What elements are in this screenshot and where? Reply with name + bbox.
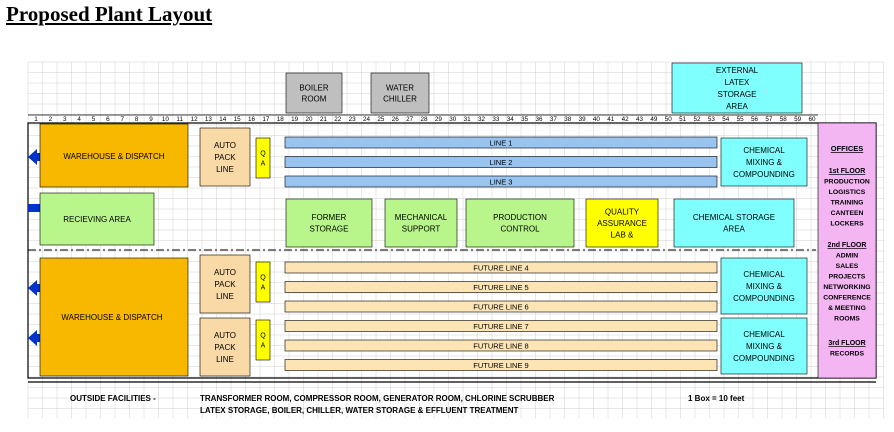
- column-number: 12: [190, 116, 198, 123]
- external-latex-storage-label: EXTERNAL: [715, 65, 759, 75]
- future-line-label: FUTURE LINE 7: [473, 322, 529, 331]
- production-line-label: LINE 3: [489, 177, 513, 187]
- receiving-area-label: RECIEVING AREA: [63, 214, 131, 224]
- column-number: 20: [305, 116, 313, 123]
- column-number: 52: [693, 116, 701, 123]
- water-chiller: [371, 73, 429, 113]
- footer-line: TRANSFORMER ROOM, COMPRESSOR ROOM, GENERATOR ROOM, CHLORINE SCRUBBER: [200, 394, 555, 403]
- column-number: 10: [161, 116, 169, 123]
- column-number: 22: [334, 116, 342, 123]
- auto-pack-label: AUTO: [213, 267, 237, 277]
- qa-label: A: [260, 284, 266, 292]
- column-number: 29: [434, 116, 442, 123]
- column-number: 13: [204, 116, 212, 123]
- office-item: NETWORKING: [823, 284, 871, 291]
- external-latex-storage-label: STORAGE: [717, 89, 757, 99]
- office-item: TRAINING: [830, 199, 864, 207]
- qa-station-lower: [256, 262, 270, 302]
- future-line-label: FUTURE LINE 8: [473, 341, 529, 351]
- column-number: 49: [650, 116, 658, 123]
- column-number: 11: [176, 116, 183, 123]
- column-number: 16: [248, 116, 256, 123]
- office-item: PRODUCTION: [824, 178, 870, 186]
- former-storage-label: FORMER: [311, 213, 347, 223]
- column-number: 7: [120, 116, 124, 123]
- column-number: 38: [564, 116, 572, 123]
- column-number: 43: [636, 116, 644, 123]
- boiler-room: [286, 73, 342, 113]
- chemical-storage-label: CHEMICAL STORAGE: [692, 213, 776, 223]
- column-number: 41: [607, 116, 615, 123]
- column-number: 9: [149, 116, 153, 123]
- external-latex-storage-label: AREA: [726, 101, 748, 111]
- office-floor-label: 1st FLOOR: [828, 168, 866, 175]
- column-number: 2: [48, 116, 53, 123]
- chemical-mixing-label: CHEMICAL: [743, 329, 785, 339]
- column-number: 14: [219, 116, 227, 123]
- column-number: 5: [91, 116, 96, 123]
- production-line-label: LINE 2: [489, 158, 513, 167]
- office-item: & MEETING: [828, 305, 866, 312]
- chemical-storage-label: AREA: [723, 224, 745, 234]
- column-number: 4: [77, 116, 81, 123]
- column-number: 35: [521, 116, 529, 123]
- column-number: 34: [506, 116, 514, 123]
- footer-line: LATEX STORAGE, BOILER, CHILLER, WATER STORAGE & EFFLUENT TREATMENT: [200, 406, 519, 415]
- auto-pack-label: AUTO: [213, 140, 237, 150]
- quality-assurance-lab-label: ASSURANCE: [597, 218, 647, 228]
- production-line-label: LINE 1: [489, 138, 513, 148]
- column-number: 42: [621, 116, 629, 123]
- former-storage-label: STORAGE: [309, 224, 349, 234]
- auto-pack-label: LINE: [216, 164, 234, 174]
- future-line-label: FUTURE LINE 6: [473, 302, 529, 312]
- column-number: 18: [276, 116, 284, 123]
- chemical-mixing-label: COMPOUNDING: [733, 169, 795, 179]
- auto-pack-label: PACK: [214, 279, 236, 289]
- page-title: Proposed Plant Layout: [6, 2, 213, 26]
- column-number: 24: [363, 116, 371, 123]
- chemical-mixing-label: MIXING &: [745, 157, 783, 167]
- column-number: 30: [449, 116, 457, 123]
- column-number: 36: [535, 116, 543, 123]
- future-line-label: FUTURE LINE 5: [473, 283, 529, 292]
- warehouse-label: WAREHOUSE & DISPATCH: [61, 312, 163, 322]
- column-number: 39: [578, 116, 586, 123]
- qa-station-lower: [256, 320, 270, 360]
- chemical-mixing-label: COMPOUNDING: [733, 353, 795, 363]
- mechanical-support-label: MECHANICAL: [394, 213, 448, 223]
- column-number: 32: [477, 116, 485, 123]
- column-number: 54: [722, 116, 730, 123]
- column-number: 58: [779, 116, 787, 123]
- office-item: ROOMS: [834, 315, 860, 323]
- footer-label: OUTSIDE FACILITIES -: [70, 394, 156, 403]
- column-number: 53: [707, 116, 715, 123]
- warehouse-label: WAREHOUSE & DISPATCH: [63, 151, 165, 161]
- chemical-mixing-label: CHEMICAL: [743, 269, 785, 279]
- office-item: LOCKERS: [830, 220, 864, 228]
- column-number: 23: [348, 116, 356, 123]
- column-number-row: [28, 115, 818, 123]
- quality-assurance-lab-label: QUALITY: [604, 207, 640, 217]
- auto-pack-label: LINE: [216, 291, 234, 301]
- quality-assurance-lab-label: LAB &: [610, 230, 634, 240]
- column-number: 3: [62, 116, 67, 123]
- column-number: 33: [492, 116, 500, 123]
- boiler-room-label: ROOM: [301, 94, 327, 104]
- column-number: 28: [420, 116, 428, 123]
- column-number: 21: [319, 116, 327, 123]
- office-item: PROJECTS: [828, 273, 866, 281]
- column-number: 60: [808, 116, 816, 123]
- office-item: CONFERENCE: [823, 294, 871, 302]
- column-number: 31: [463, 116, 471, 123]
- external-latex-storage-label: LATEX: [724, 77, 750, 87]
- column-number: 56: [751, 116, 759, 123]
- scale-note: 1 Box = 10 feet: [688, 394, 745, 403]
- column-number: 51: [679, 116, 687, 123]
- column-number: 15: [233, 116, 241, 123]
- qa-label: A: [260, 160, 266, 168]
- chemical-mixing-label: MIXING &: [745, 281, 783, 291]
- chemical-mixing-label: CHEMICAL: [743, 145, 785, 155]
- production-control: [466, 199, 574, 247]
- water-chiller-label: CHILLER: [383, 94, 417, 104]
- office-floor-label: 2nd FLOOR: [827, 242, 867, 249]
- qa-label: Q: [260, 332, 266, 340]
- future-line-label: FUTURE LINE 9: [473, 361, 529, 370]
- auto-pack-label: LINE: [216, 354, 234, 364]
- column-number: 40: [592, 116, 600, 123]
- former-storage: [286, 199, 372, 247]
- column-number: 59: [794, 116, 802, 123]
- column-number: 6: [106, 116, 110, 123]
- office-item: ADMIN: [835, 252, 859, 260]
- column-number: 26: [391, 116, 399, 123]
- chemical-storage: [674, 199, 794, 247]
- qa-label: A: [260, 342, 266, 350]
- office-floor-label: 3rd FLOOR: [828, 340, 866, 347]
- office-item: RECORDS: [830, 350, 864, 358]
- auto-pack-label: PACK: [214, 152, 236, 162]
- mechanical-support-label: SUPPORT: [401, 224, 441, 234]
- production-control-label: PRODUCTION: [493, 213, 547, 223]
- qa-label: Q: [260, 150, 266, 158]
- chemical-mixing-label: COMPOUNDING: [733, 293, 795, 303]
- offices-heading: OFFICES: [830, 144, 864, 153]
- office-item: SALES: [835, 263, 859, 270]
- column-number: 57: [765, 116, 773, 123]
- column-number: 37: [549, 116, 557, 123]
- production-control-label: CONTROL: [500, 224, 540, 234]
- column-number: 8: [134, 116, 139, 123]
- boiler-room-label: BOILER: [299, 83, 329, 93]
- column-number: 25: [377, 116, 385, 123]
- office-item: CANTEEN: [830, 210, 864, 217]
- office-item: LOGISTICS: [828, 189, 866, 196]
- column-number: 19: [291, 116, 299, 123]
- column-number: 55: [736, 116, 744, 123]
- water-chiller-label: WATER: [386, 83, 414, 93]
- future-line-label: FUTURE LINE 4: [473, 263, 529, 273]
- auto-pack-label: AUTO: [213, 330, 237, 340]
- column-number: 50: [664, 116, 672, 123]
- qa-label: Q: [260, 274, 266, 282]
- qa-station-upper: [256, 138, 270, 178]
- mechanical-support: [385, 199, 457, 247]
- column-number: 17: [262, 116, 270, 123]
- column-number: 1: [34, 116, 38, 123]
- chemical-mixing-label: MIXING &: [745, 341, 783, 351]
- auto-pack-label: PACK: [214, 342, 236, 352]
- column-number: 27: [406, 116, 414, 123]
